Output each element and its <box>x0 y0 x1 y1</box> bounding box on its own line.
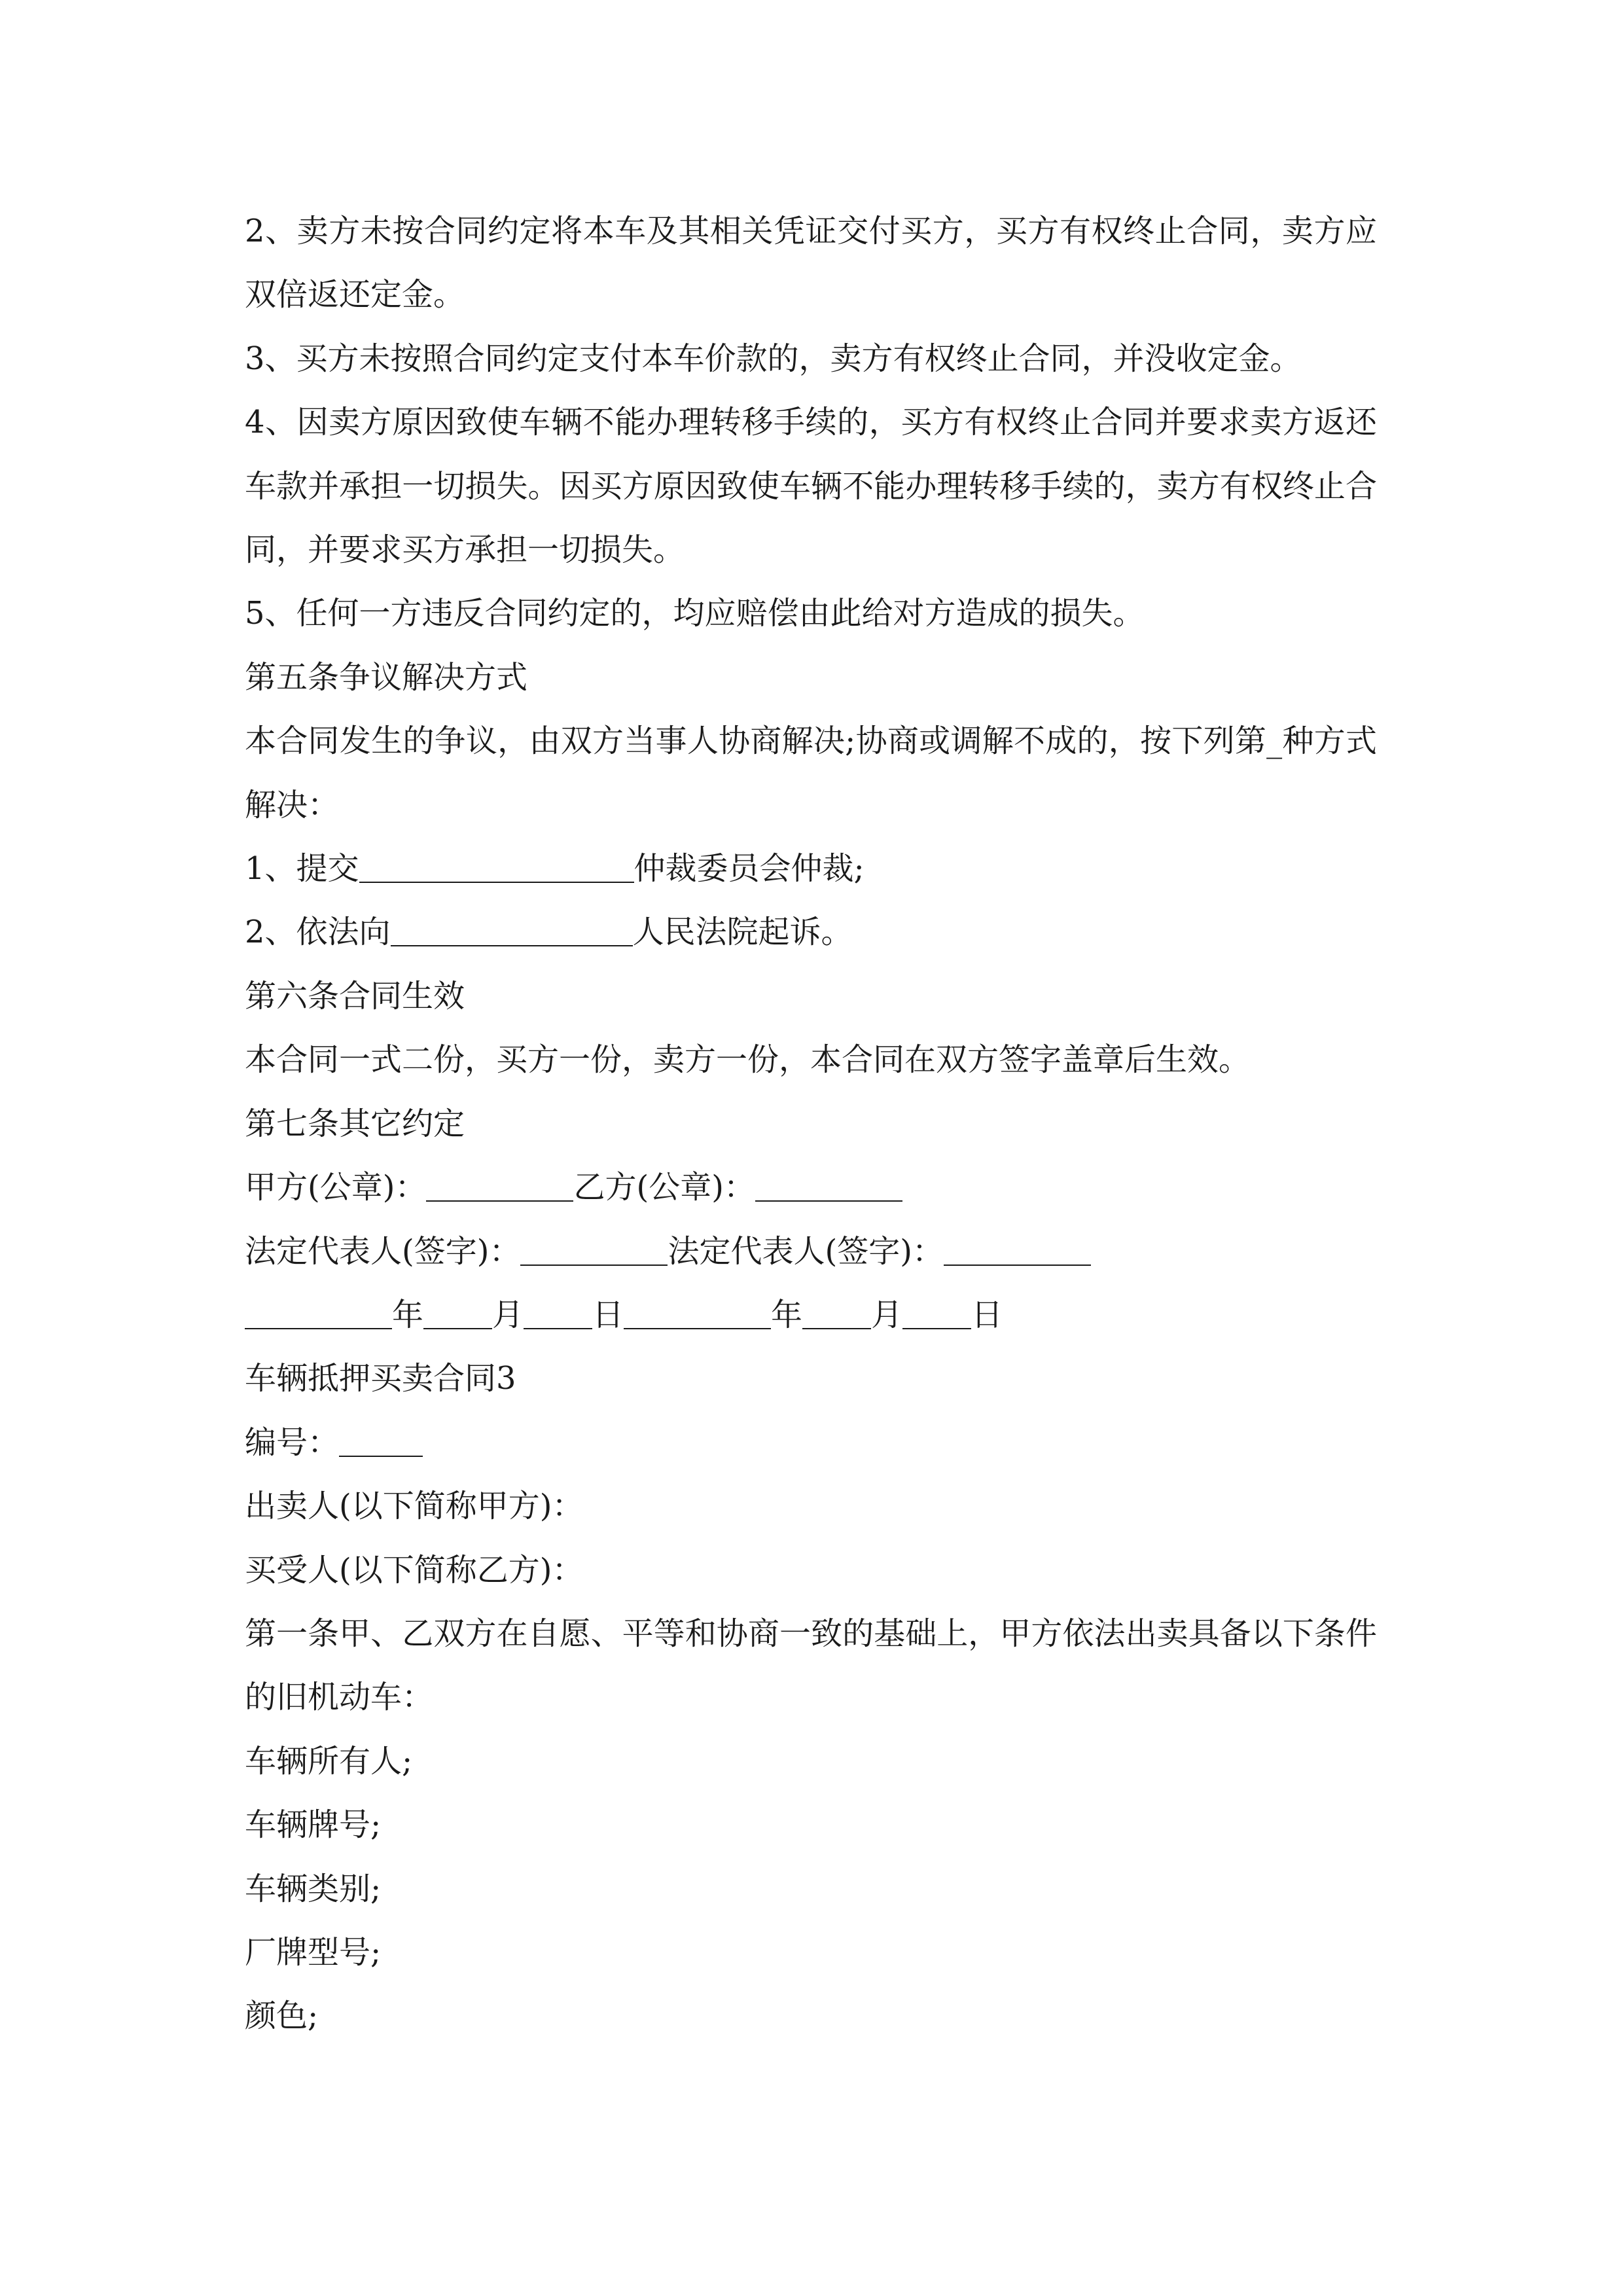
clause-4: 4、因卖方原因致使车辆不能办理转移手续的，买方有权终止合同并要求卖方返还车款并承担一切损失。因买方原因致使车辆不能办理转移手续的，卖方有权终止合同，并要求买方承担一切损失。 <box>245 404 1377 569</box>
article-5-title: 第五条争议解决方式 <box>245 658 528 696</box>
number-label: 编号： <box>245 1424 340 1461</box>
date-line <box>245 1283 1377 1347</box>
party-a-month-blank <box>423 1302 492 1329</box>
clause-5: 5、任何一方违反合同约定的，均应赔偿由此给对方造成的损失。 <box>245 595 1145 632</box>
article-6-text: 本合同一式二份，买方一份，卖方一份，本合同在双方签字盖章后生效。 <box>245 1041 1251 1079</box>
document-body <box>245 200 1377 2049</box>
party-b-year-blank <box>624 1302 771 1329</box>
number-line <box>245 1411 1377 1475</box>
party-a-year-label: 年 <box>392 1296 424 1333</box>
party-b-seal-blank <box>755 1174 902 1202</box>
party-b-seal-label: 乙方(公章)： <box>573 1169 755 1206</box>
party-a-day-blank <box>524 1302 592 1329</box>
arbitration-blank <box>359 855 634 883</box>
party-a-day-label: 日 <box>592 1296 624 1333</box>
party-b-representative-label: 法定代表人(签字)： <box>668 1232 944 1270</box>
party-b-day-blank <box>902 1302 971 1329</box>
vehicle-owner-field: 车辆所有人; <box>245 1742 413 1780</box>
party-a-seal-blank <box>426 1174 573 1202</box>
party-a-representative-blank <box>520 1238 668 1266</box>
vehicle-color-field: 颜色; <box>245 1998 319 2035</box>
vehicle-model-field: 厂牌型号; <box>245 1933 382 1971</box>
vehicle-category-field: 车辆类别; <box>245 1870 382 1907</box>
litigation-prefix: 2、依法向 <box>245 914 391 951</box>
article-7-title: 第七条其它约定 <box>245 1105 465 1142</box>
representative-line <box>245 1220 1377 1283</box>
party-b-month-label: 月 <box>871 1296 903 1333</box>
party-b-month-blank <box>802 1302 871 1329</box>
vehicle-plate-field: 车辆牌号; <box>245 1806 382 1844</box>
arbitration-line <box>245 837 1377 901</box>
party-a-seal-label: 甲方(公章)： <box>245 1169 427 1206</box>
party-b-year-label: 年 <box>771 1296 803 1333</box>
party-a-month-label: 月 <box>492 1296 524 1333</box>
seller-line: 出卖人(以下简称甲方)： <box>245 1488 584 1525</box>
number-blank <box>339 1429 423 1457</box>
litigation-suffix: 人民法院起诉。 <box>632 914 853 951</box>
litigation-line <box>245 901 1377 964</box>
article-6-title: 第六条合同生效 <box>245 977 465 1014</box>
article-1-text: 第一条甲、乙双方在自愿、平等和协商一致的基础上，甲方依法出卖具备以下条件的旧机动车： <box>245 1615 1377 1716</box>
arbitration-suffix: 仲裁委员会仲裁; <box>633 850 865 888</box>
buyer-line: 买受人(以下简称乙方)： <box>245 1551 584 1588</box>
party-a-year-blank <box>245 1302 392 1329</box>
seal-line <box>245 1156 1377 1219</box>
article-5-text: 本合同发生的争议，由双方当事人协商解决;协商或调解不成的，按下列第_种方式解决： <box>245 723 1377 823</box>
arbitration-prefix: 1、提交 <box>245 850 359 888</box>
contract-3-title: 车辆抵押买卖合同3 <box>245 1360 516 1397</box>
litigation-blank <box>391 919 633 946</box>
party-b-day-label: 日 <box>971 1296 1003 1333</box>
party-a-representative-label: 法定代表人(签字)： <box>245 1232 521 1270</box>
party-b-representative-blank <box>944 1238 1091 1266</box>
clause-3: 3、买方未按照合同约定支付本车价款的，卖方有权终止合同，并没收定金。 <box>245 340 1302 377</box>
clause-2: 2、卖方未按合同约定将本车及其相关凭证交付买方，买方有权终止合同，卖方应双倍返还定金。 <box>245 213 1377 314</box>
